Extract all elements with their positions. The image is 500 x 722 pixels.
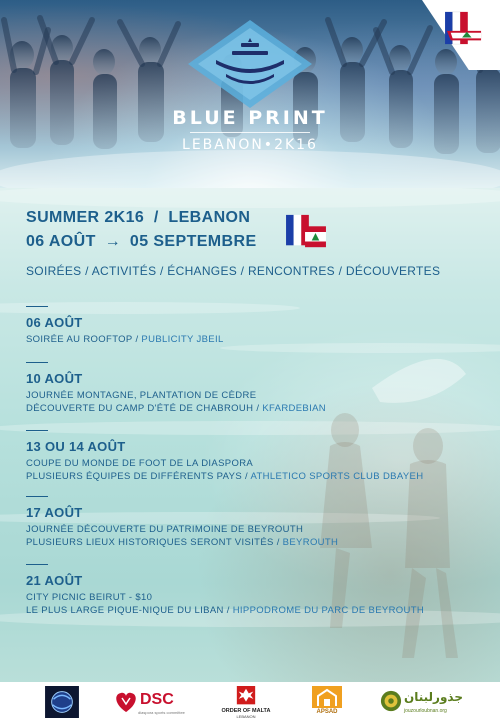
event-date: 06 AOÛT — [26, 315, 83, 330]
event-line — [26, 457, 486, 470]
event-item — [26, 362, 486, 415]
dsc-name: DSC — [140, 691, 174, 708]
end-date: 05 SEPTEMBRE — [129, 233, 257, 250]
event-date: 10 AOÛT — [26, 371, 83, 386]
event-line: LE PLUS LARGE PIQUE-NIQUE DU LIBAN / HIPPODROME DU PARC DE BEYROUTH — [26, 605, 425, 616]
event-divider — [26, 430, 48, 431]
event-line — [26, 389, 486, 402]
event-venue: HIPPODROME DU PARC DE BEYROUTH — [232, 605, 425, 616]
event-venue: BEYROUTH — [282, 537, 339, 548]
event-description: SOIRÉE AU ROOFTOP — [26, 334, 133, 345]
event-description: LE PLUS LARGE PIQUE-NIQUE DU LIBAN — [26, 605, 224, 616]
event-item — [26, 496, 486, 549]
event-description: COUPE DU MONDE DE FOOT DE LA DIASPORA — [26, 458, 254, 469]
france-lebanon-flag-icon — [441, 10, 487, 46]
jouzour-name: جذورلبنان — [404, 690, 463, 704]
headline-dates — [26, 233, 257, 251]
malta-caption: LEBANON — [236, 714, 256, 719]
event-line: PLUSIEURS ÉQUIPES DE DIFFÉRENTS PAYS / ATHLETICO SPORTS CLUB DBAYEH — [26, 471, 424, 482]
event-venue: KFARDEBIAN — [262, 403, 326, 414]
event-date: 21 AOÛT — [26, 573, 83, 588]
event-item — [26, 564, 486, 617]
event-item — [26, 430, 486, 483]
malta-name: ORDER OF MALTA — [221, 708, 271, 714]
sponsor-bar — [0, 682, 500, 722]
event-line: SOIRÉE AU ROOFTOP / PUBLICITY JBEIL — [26, 334, 224, 345]
event-date: 13 OU 14 AOÛT — [26, 439, 126, 454]
event-line — [26, 591, 486, 604]
event-line: DÉCOUVERTE DU CAMP D'ÉTÉ DE CHABROUH / KFARDEBIAN — [26, 403, 326, 414]
dsc-logo — [112, 686, 184, 718]
event-description: DÉCOUVERTE DU CAMP D'ÉTÉ DE CHABROUH — [26, 403, 254, 414]
event-description: CITY PICNIC BEIRUT - $10 — [26, 592, 153, 603]
headline-season: SUMMER 2K16 / LEBANON — [26, 209, 251, 226]
brand-subtitle: LEBANON•2K16 — [182, 137, 318, 153]
event-divider — [26, 306, 48, 307]
event-divider — [26, 362, 48, 363]
themes-list: SOIRÉES / ACTIVITÉS / ÉCHANGES / RENCONTRES / DÉCOUVERTES — [26, 264, 441, 278]
event-line: PLUSIEURS LIEUX HISTORIQUES SERONT VISITÉS / BEYROUTH — [26, 537, 339, 548]
order-of-malta-logo — [214, 686, 278, 718]
event-divider — [26, 496, 48, 497]
start-date: 06 AOÛT — [26, 233, 96, 250]
apsad-logo — [304, 686, 350, 718]
blueprint-logo-icon — [186, 18, 314, 110]
jouzour-caption: jouzourloubnan.org — [404, 708, 447, 714]
event-description: JOURNÉE MONTAGNE, PLANTATION DE CÈDRE — [26, 390, 257, 401]
dsc-caption: diaspora sports committee — [138, 710, 185, 715]
event-line — [26, 523, 486, 536]
hero-banner — [0, 0, 500, 188]
event-description: PLUSIEURS LIEUX HISTORIQUES SERONT VISITÉS — [26, 537, 274, 548]
apsad-name: APSAD — [316, 709, 338, 715]
brand-title: BLUE PRINT — [172, 107, 328, 129]
event-divider — [26, 564, 48, 565]
globe-logo-icon — [44, 686, 80, 718]
event-date: 17 AOÛT — [26, 505, 83, 520]
jouzour-loubnan-logo — [380, 686, 463, 718]
event-description: PLUSIEURS ÉQUIPES DE DIFFÉRENTS PAYS — [26, 471, 243, 482]
program-section — [0, 188, 500, 682]
france-lebanon-flag-icon — [284, 213, 328, 251]
event-item — [26, 306, 486, 346]
event-venue: ATHLETICO SPORTS CLUB DBAYEH — [250, 471, 424, 482]
brand-divider — [190, 132, 310, 133]
event-description: JOURNÉE DÉCOUVERTE DU PATRIMOINE DE BEYROUTH — [26, 524, 304, 535]
event-venue: PUBLICITY JBEIL — [141, 334, 224, 345]
arrow-right-icon: → — [104, 233, 122, 250]
